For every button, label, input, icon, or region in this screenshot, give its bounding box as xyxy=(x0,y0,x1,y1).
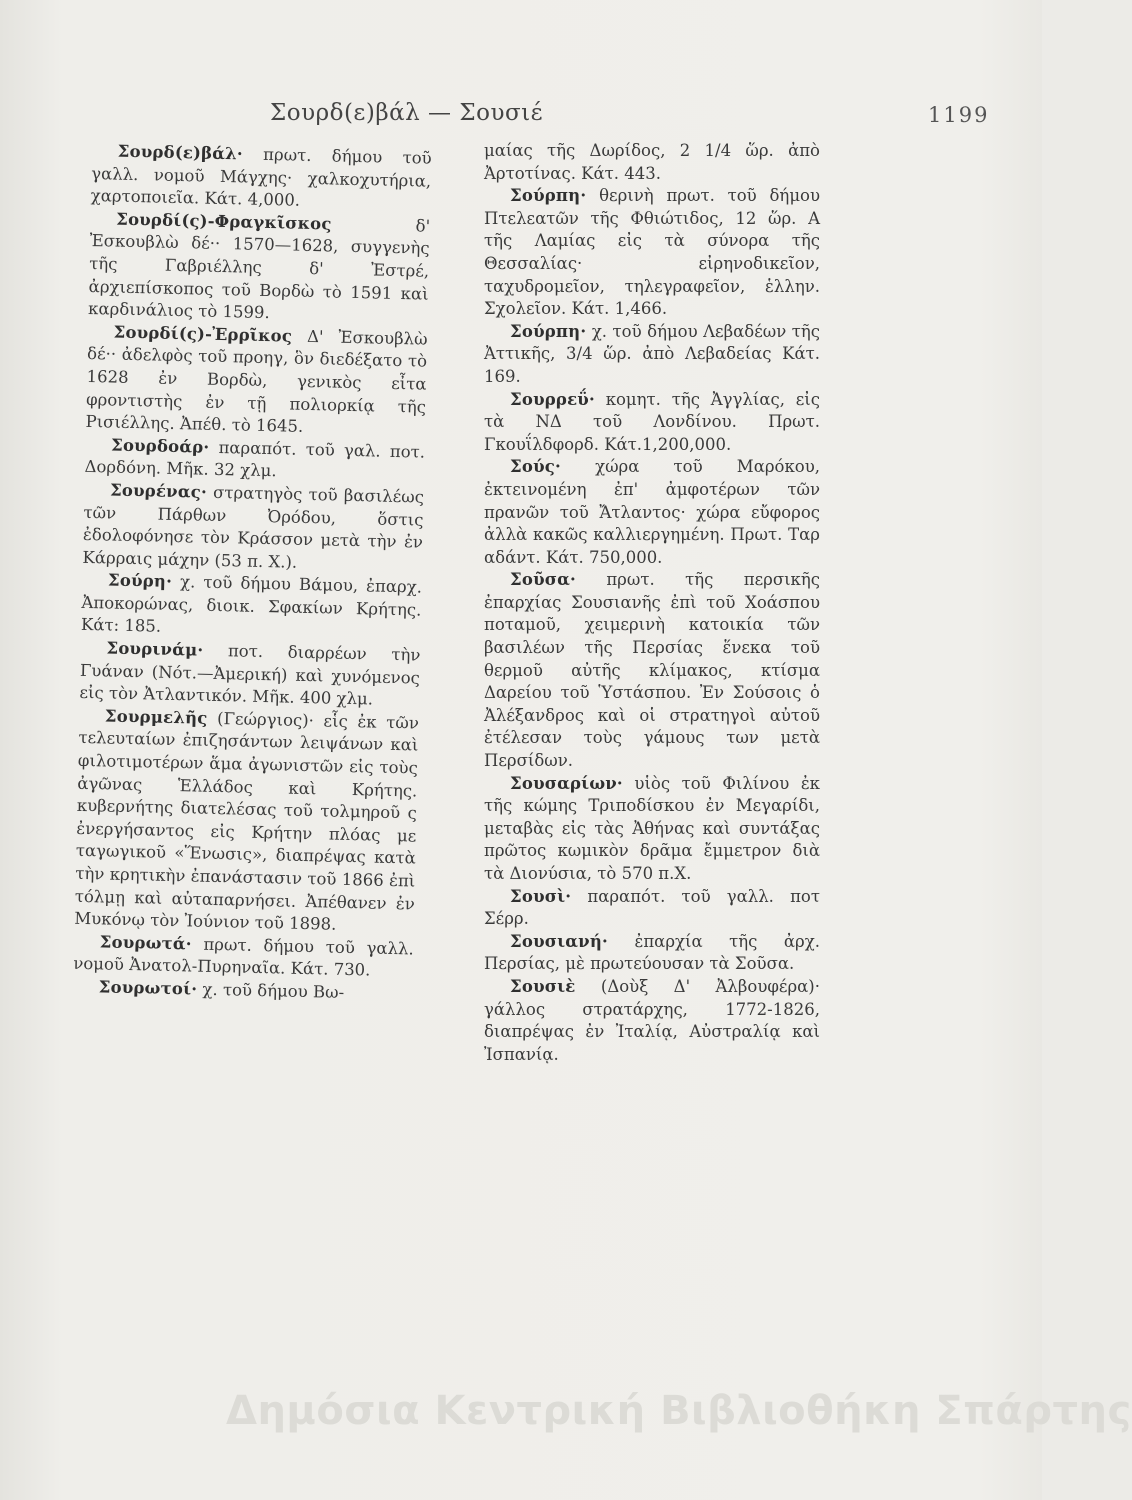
running-head: Σουρδ(ε)βάλ — Σουσιέ xyxy=(270,100,544,126)
dictionary-entry xyxy=(85,321,427,442)
dictionary-entry xyxy=(84,434,425,487)
entry-text: υἱὸς τοῦ Φιλίνου ἐκ τῆς κώμης Τριποδίσκου ἐν Μεγαρίδι, μεταβὰς εἰς τὰς Ἀθήνας καὶ συντάξας πρῶτος κωμικὸν δρᾶμα ἔμμετρον διὰ τὰ Διονύσια, τὸ 570 π.Χ. xyxy=(484,773,820,883)
entry-headword: Σουσιανή· xyxy=(510,931,608,951)
entry-text: παραπότ. τοῦ γαλλ. ποτ Σέρρ. xyxy=(484,886,820,929)
dictionary-entry xyxy=(484,886,820,931)
entry-text: στρατηγὸς τοῦ βασιλέως τῶν Πάρθων Ὀρόδου, ὅστις ἐδολοφόνησε τὸν Κράσσον μετὰ τὴν ἐν Κάρραις μάχην (53 π. Χ.). xyxy=(82,482,425,572)
entry-headword: Σουρινάμ· xyxy=(106,638,204,660)
entry-text: μαίας τῆς Δωρίδος, 2 1/4 ὥρ. ἀπὸ Ἀρτοτίνας. Κάτ. 443. xyxy=(484,141,820,183)
entry-text: πρωτ. δήμου τοῦ γαλλ. νομοῦ Ἀνατολ-Πυρηναῖα. Κάτ. 730. xyxy=(73,934,414,980)
entry-headword: Σουσὶ· xyxy=(510,886,572,906)
dictionary-entry xyxy=(81,569,422,644)
entry-text: χώρα τοῦ Μαρόκου, ἐκτεινομένη ἐπ' ἀμφοτέρων τῶν πρανῶν τοῦ Ἄτλαντος· χώρα εὔφορος ἀλλὰ κακῶς καλλιεργημένη. Πρωτ. Ταρ αδάντ. Κάτ. 750,000. xyxy=(484,457,820,567)
dictionary-entry xyxy=(484,569,820,772)
entry-text: χ. τοῦ δήμου Βω- xyxy=(202,979,345,1002)
entry-headword: Σουσαρίων· xyxy=(510,773,623,793)
entry-headword: Σούρπη· xyxy=(510,321,587,341)
entry-headword: Σουρδί(ς)-Φραγκῖσκος xyxy=(116,209,332,234)
right-column xyxy=(484,140,820,1066)
entry-text: ποτ. διαρρέων τὴν Γυάναν (Νότ.—Ἀμερική) καὶ χυνόμενος εἰς τὸν Ἀτλαντικόν. Μῆκ. 400 χλμ. xyxy=(79,641,421,709)
dictionary-entry xyxy=(484,321,820,389)
dictionary-entry xyxy=(74,705,419,939)
library-watermark: Δημόσια Κεντρική Βιβλιοθήκη Σπάρτης xyxy=(226,1388,1132,1434)
dictionary-entry xyxy=(484,185,820,321)
dictionary-entry xyxy=(484,456,820,569)
entry-text: θερινὴ πρωτ. τοῦ δήμου Πτελεατῶν τῆς Φθιώτιδος, 12 ὥρ. Α τῆς Λαμίας εἰς τὰ σύνορα τῆς Θεσσαλίας· εἰρηνοδικεῖον, ταχυδρομεῖον, τηλεγραφεῖον, ἑλλην. Σχολεῖον. Κάτ. 1,466. xyxy=(484,186,821,319)
dictionary-entry xyxy=(90,140,431,215)
entry-headword: Σοῦσα· xyxy=(510,570,576,590)
entry-headword: Σουρρεΰ· xyxy=(510,389,595,409)
entry-headword: Σούς· xyxy=(510,457,561,477)
entry-headword: Σουρμελῆς xyxy=(104,706,208,728)
entry-text: κομητ. τῆς Ἀγγλίας, εἰς τὰ ΝΔ τοῦ Λονδίνου. Πρωτ. Γκουΐλδφορδ. Κάτ.1,200,000. xyxy=(484,389,820,454)
entry-headword: Σούρπη· xyxy=(510,186,587,206)
dictionary-entry-continuation xyxy=(484,140,820,185)
dictionary-entry xyxy=(484,389,820,457)
dictionary-entry xyxy=(79,637,420,712)
entry-text: παραπότ. τοῦ γαλ. ποτ. Δορδόνη. Μῆκ. 32 χλμ. xyxy=(84,437,426,481)
entry-headword: Σουσιὲ xyxy=(510,976,576,996)
dictionary-entry xyxy=(484,931,820,976)
dictionary-entry xyxy=(82,479,424,577)
entry-text: πρωτ. τῆς περσικῆς ἐπαρχίας Σουσιανῆς ἐπὶ τοῦ Χοάσπου ποταμοῦ, χειμερινὴ κατοικία τῶν βασιλέων τῆς Περσίας ἕνεκα τοῦ θερμοῦ αὐτῆς κλίμακος, κτίσμα Δαρείου τοῦ Ὑστάσπου. Ἐν Σούσοις ὁ Ἀλέξανδρος καὶ οἱ στρατηγοὶ αὐτοῦ ἐτέλεσαν τοὺς γάμους των μετὰ Περσίδων. xyxy=(484,570,820,771)
dictionary-entry xyxy=(73,931,414,984)
entry-text: (Γεώργιος)· εἷς ἐκ τῶν τελευταίων ἐπιζησάντων λειψάνων καὶ φιλοτιμοτέρων ἅμα ἀγωνιστῶν εἰς τοὺς ἀγῶνας Ἑλλάδος καὶ Κρήτης. κυβερνήτης διατελέσας τοῦ τολμηροῦ ς ἐνεργήσαντος εἰς Κρήτην πλόας με ταγωγικοῦ «Ἕνωσις», διαπρέψας κατὰ τὴν κρητικὴν ἐπανάστασιν τοῦ 1866 ἐπὶ τόλμῃ καὶ αὐταπαρνήσει. Ἀπέθανεν ἐν Μυκόνῳ τὸν Ἰούνιον τοῦ 1898. xyxy=(74,708,420,934)
entry-headword: Σουρδ(ε)βάλ· xyxy=(117,141,244,164)
dictionary-entry xyxy=(484,773,820,886)
entry-headword: Σουρδοάρ· xyxy=(110,435,210,457)
entry-headword: Σουρένας· xyxy=(109,480,208,502)
entry-text: (Δοὺξ Δ' Ἀλβουφέρα)· γάλλος στρατάρχης, 1772-1826, διαπρέψας ἐν Ἰταλίᾳ, Αὐστραλίᾳ καὶ Ἰσπανίᾳ. xyxy=(484,976,820,1064)
entry-text: ἐπαρχία τῆς ἀρχ. Περσίας, μὲ πρωτεύουσαν τὰ Σοῦσα. xyxy=(484,931,820,974)
entry-text: πρωτ. δήμου τοῦ γαλλ. νομοῦ Μάγχης· χαλκοχυτήρια, χαρτοποιεῖα. Κάτ. 4,000. xyxy=(90,144,432,210)
dictionary-entry xyxy=(88,208,430,329)
entry-text: χ. τοῦ δήμου Βάμου, ἐπαρχ. Ἀποκορώνας, διοικ. Σφακίων Κρήτης. Κάτ: 185. xyxy=(80,572,423,637)
entry-headword: Σουρωτοί· xyxy=(98,977,198,999)
dictionary-entry xyxy=(484,976,820,1066)
entry-headword: Σουρωτά· xyxy=(99,932,192,954)
left-column xyxy=(73,140,432,1006)
entry-text: Δ' Ἐσκουβλὼ δέ·· ἀδελφὸς τοῦ προηγ, ὃν διεδέξατο τὸ 1628 ἐν Βορδὼ, γενικὸς εἶτα φροντιστὴς ἐν τῇ πολιορκίᾳ τῆς Ρισιέλλης. Ἀπέθ. τὸ 1645. xyxy=(85,326,428,436)
entry-headword: Σούρη· xyxy=(107,570,173,592)
page-number: 1199 xyxy=(928,103,990,127)
entry-text: δ' Ἐσκουβλὼ δέ·· 1570—1628, συγγενὴς τῆς Γαβριέλλης δ' Ἐστρέ, ἀρχιεπίσκοπος τοῦ Βορδὼ τὸ 1591 καὶ καρδινάλιος τὸ 1599. xyxy=(87,216,431,323)
entry-text: χ. τοῦ δήμου Λεβαδέων τῆς Ἀττικῆς, 3/4 ὥρ. ἀπὸ Λεβαδείας Κάτ. 169. xyxy=(484,321,820,386)
entry-headword: Σουρδί(ς)-Ἐρρῖκος xyxy=(113,322,293,346)
